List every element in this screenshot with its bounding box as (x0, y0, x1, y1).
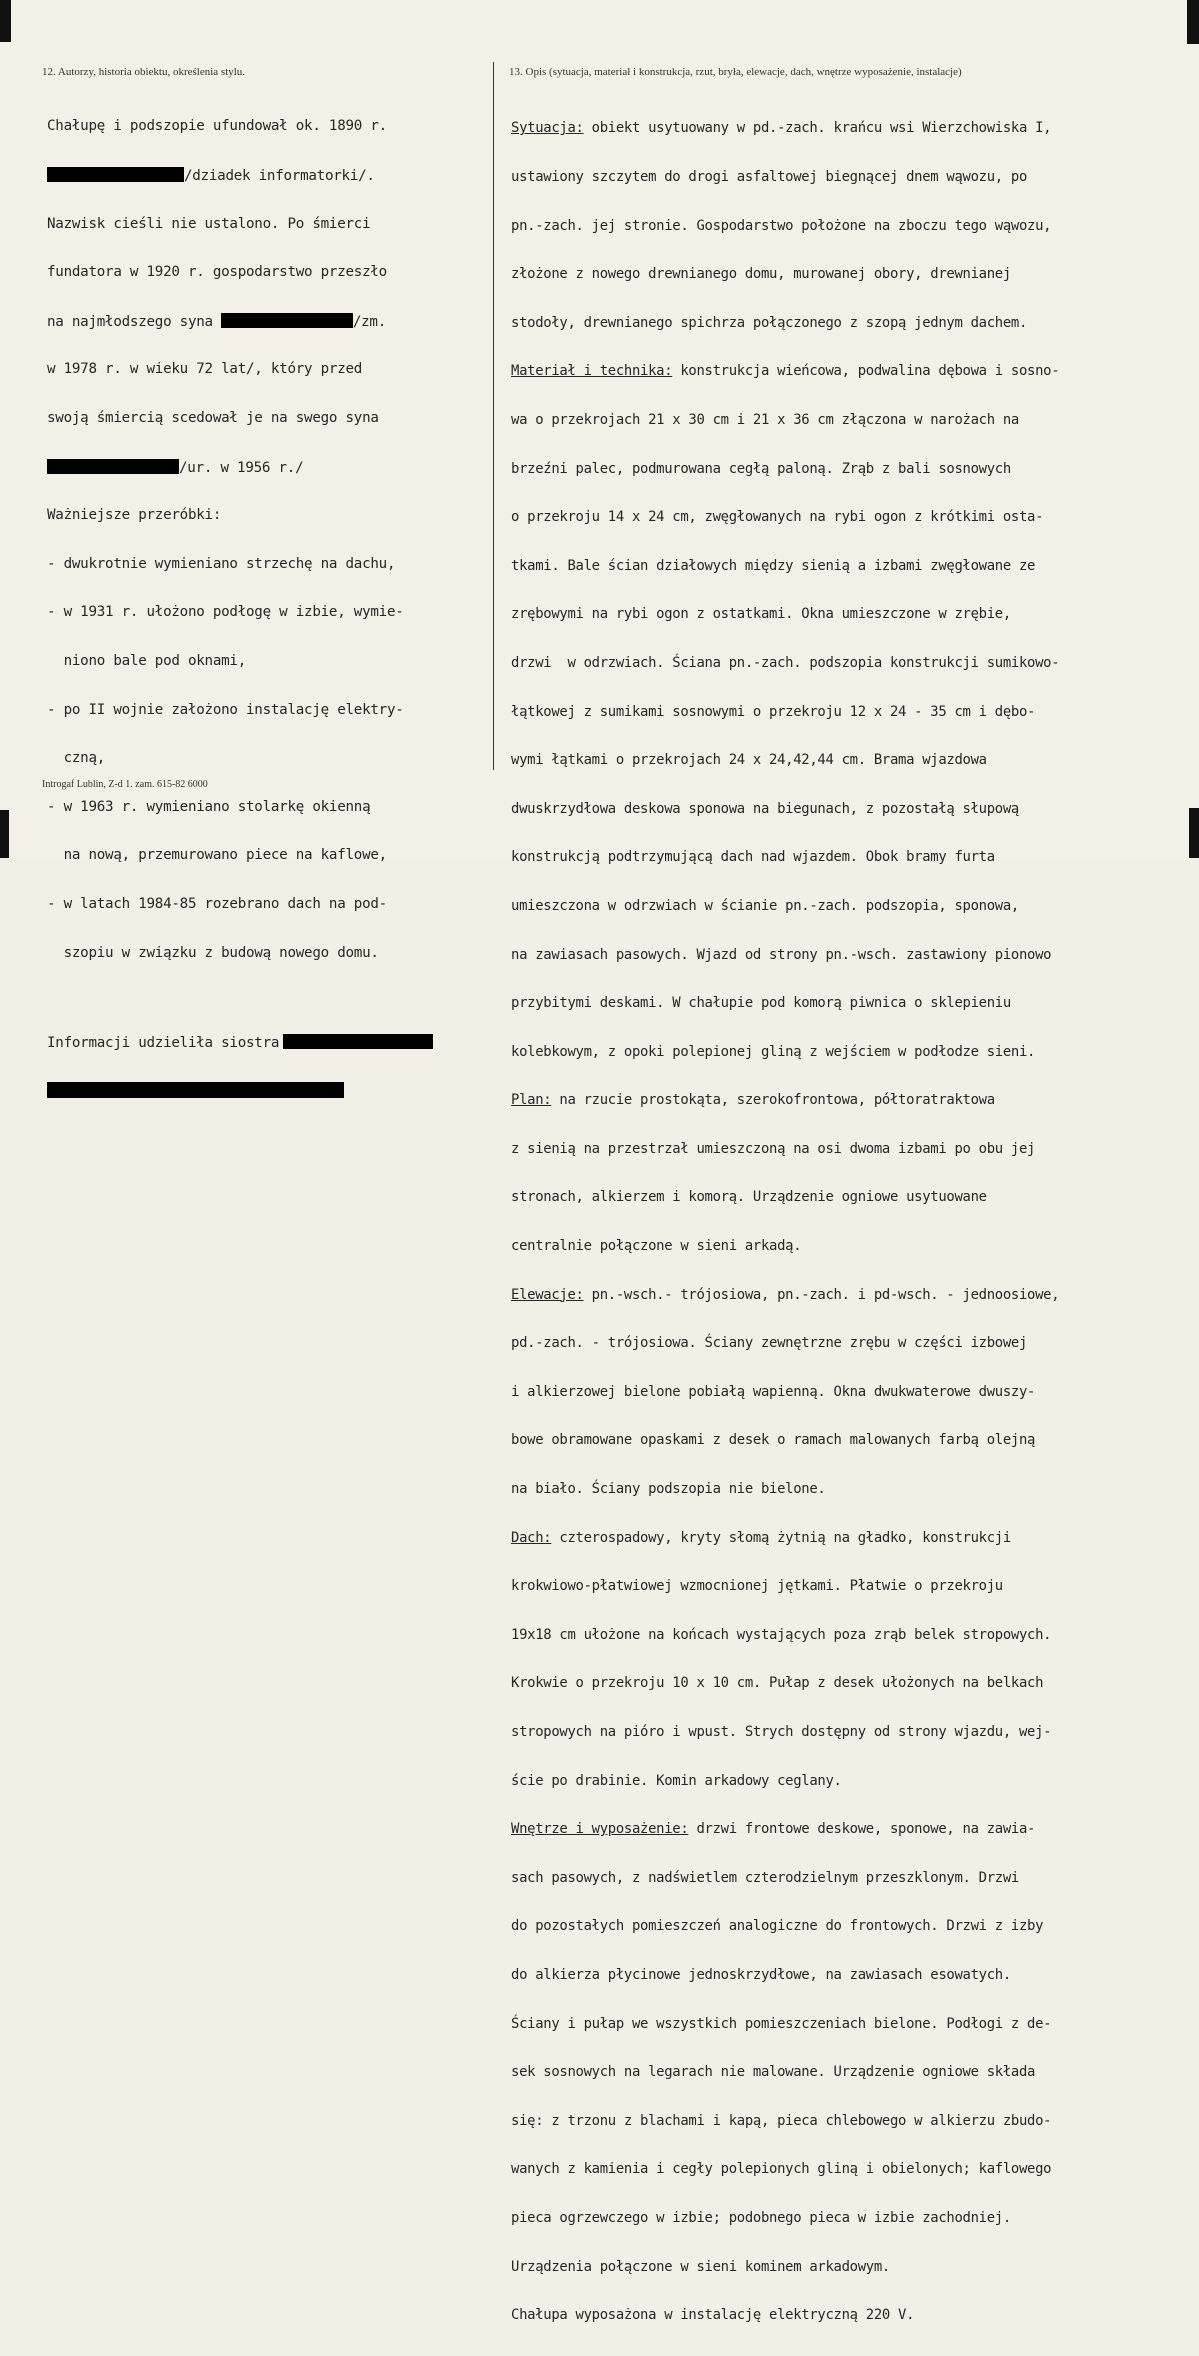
scan-corner-top-left (0, 0, 11, 42)
history-column (47, 86, 433, 1131)
description-line: brzeźni palec, podmurowana cegłą paloną. Zrąb z bali sosnowych (511, 460, 1011, 477)
description-line: Elewacje: pn.-wsch.- trójosiowa, pn.-zach. i pd-wsch. - jednoosiowe, (511, 1286, 1060, 1303)
description-line: sach pasowych, z nadświetlem czterodzielnym przeszklonym. Drzwi (511, 1869, 1019, 1886)
history-line: Ważniejsze przeróbki: (47, 507, 222, 524)
description-line: Krokwie o przekroju 10 x 10 cm. Pułap z desek ułożonych na belkach (511, 1675, 1044, 1692)
history-line: Nazwisk cieśli nie ustalono. Po śmierci (47, 215, 371, 232)
history-line: szopiu w związku z budową nowego domu. (47, 944, 379, 961)
description-line: sek sosnowych na legarach nie malowane. Urządzenie ogniowe składa (511, 2064, 1036, 2081)
history-line: - w 1963 r. wymieniano stolarkę okienną (47, 798, 371, 815)
description-column (511, 88, 1059, 2356)
description-line: się: z trzonu z blachami i kapą, pieca chlebowego w alkierzu zbudo- (511, 2112, 1052, 2129)
redaction-bar (283, 1034, 433, 1049)
spacer (47, 993, 433, 1001)
description-line: na zawiasach pasowych. Wjazd od strony pn.-wsch. zastawiony pionowo (511, 946, 1052, 963)
column-divider (493, 62, 494, 770)
description-line: dwuskrzydłowa deskowa sponowa na biegunach, z pozostałą słupową (511, 800, 1019, 817)
description-line: na biało. Ściany podszopia nie bielone. (511, 1481, 826, 1498)
description-line: zrębowymi na rybi ogon z ostatkami. Okna umieszczone w zrębie, (511, 606, 1011, 623)
redaction-bar (47, 167, 184, 182)
description-line: pieca ogrzewczego w izbie; podobnego pieca w izbie zachodniej. (511, 2209, 1011, 2226)
description-line: konstrukcją podtrzymującą dach nad wjazdem. Obok bramy furta (511, 849, 995, 866)
description-line: pn.-zach. jej stronie. Gospodarstwo położone na zboczu tego wąwozu, (511, 217, 1052, 234)
description-line: stronach, alkierzem i komorą. Urządzenie ogniowe usytuowane (511, 1189, 987, 1206)
description-line: Wnętrze i wyposażenie: drzwi frontowe deskowe, sponowe, na zawia- (511, 1821, 1036, 1838)
section-label-material: Materiał i technika: (511, 363, 673, 380)
section-12-header: 12. Autorzy, historia obiektu, określenia stylu. (42, 66, 246, 78)
history-line: niono bale pod oknami, (47, 652, 246, 669)
history-line: /dziadek informatorki/. (47, 167, 433, 183)
description-line: wymi łątkami o przekrojach 24 x 24,42,44 cm. Brama wjazdowa (511, 752, 987, 769)
history-line: Chałupę i podszopie ufundował ok. 1890 r. (47, 118, 387, 135)
description-line: stropowych na pióro i wpust. Strych dostępny od strony wjazdu, wej- (511, 1724, 1052, 1740)
description-line: pd.-zach. - trójosiowa. Ściany zewnętrzne zrębu w części izbowej (511, 1335, 1028, 1352)
history-line: - dwukrotnie wymieniano strzechę na dachu, (47, 555, 396, 572)
history-line: fundatora w 1920 r. gospodarstwo przeszło (47, 264, 387, 281)
section-label-roof: Dach: (511, 1529, 552, 1546)
description-line: wa o przekrojach 21 x 30 cm i 21 x 36 cm złączona w narożach na (511, 411, 1019, 428)
history-line: swoją śmiercią scedował je na swego syna (47, 409, 379, 426)
description-line: Urządzenia połączone w sieni kominem arkadowym. (511, 2258, 890, 2275)
section-label-plan: Plan: (511, 1092, 552, 1109)
redaction-bar (47, 459, 179, 474)
description-line: stodoły, drewnianego spichrza połączonego z szopą jednym dachem. (511, 314, 1028, 331)
history-line: - w latach 1984-85 rozebrano dach na pod- (47, 895, 387, 912)
scan-corner-top-right (1187, 0, 1199, 44)
description-line: tkami. Bale ścian działowych między sienią a izbami zwęgłowane ze (511, 557, 1036, 574)
description-line: ście po drabinie. Komin arkadowy ceglany. (511, 1772, 842, 1789)
section-label-situation: Sytuacja: (511, 120, 584, 137)
history-line (47, 1082, 433, 1098)
history-line: na nową, przemurowano piece na kaflowe, (47, 847, 387, 864)
section-label-interior: Wnętrze i wyposażenie: (511, 1821, 689, 1838)
redaction-bar (47, 1082, 344, 1098)
scan-corner-bottom-right (1189, 808, 1199, 858)
history-line: na najmłodszego syna /zm. (47, 313, 387, 330)
description-line: złożone z nowego drewnianego domu, murowanej obory, drewnianej (511, 266, 1011, 283)
description-line: 19x18 cm ułożone na końcach wystających poza zrąb belek stropowych. (511, 1626, 1052, 1643)
scan-corner-bottom-left (0, 810, 9, 858)
section-13-header: 13. Opis (sytuacja, materiał i konstrukcja, rzut, bryła, elewacje, dach, wnętrze wyposażenie, instalacje) (509, 66, 962, 78)
description-line: przybitymi deskami. W chałupie pod komorą piwnica o sklepieniu (511, 995, 1011, 1012)
description-line: łątkowej z sumikami sosnowymi o przekroju 12 x 24 - 35 cm i dębo- (511, 703, 1036, 720)
history-line: - po II wojnie założono instalację elektry- (47, 701, 404, 718)
description-line: umieszczona w odrzwiach w ścianie pn.-zach. podszopia, sponowa, (511, 897, 1019, 914)
description-line: Sytuacja: obiekt usytuowany w pd.-zach. krańcu wsi Wierzchowiska I, (511, 120, 1052, 137)
description-line: do alkierza płycinowe jednoskrzydłowe, na zawiasach esowatych. (511, 1966, 1011, 1983)
description-line: do pozostałych pomieszczeń analogiczne do frontowych. Drzwi z izby (511, 1918, 1044, 1935)
description-line: Chałupa wyposażona w instalację elektryczną 220 V. (511, 2307, 915, 2324)
description-line: i alkierzowej bielone pobiałą wapienną. Okna dwukwaterowe dwuszy- (511, 1383, 1036, 1400)
description-line: wanych z kamienia i cegły polepionych gliną i obielonych; kaflowego (511, 2161, 1052, 2178)
history-line: /ur. w 1956 r./ (47, 459, 433, 475)
description-line: krokwiowo-płatwiowej wzmocnionej jętkami. Płatwie o przekroju (511, 1578, 1003, 1595)
description-line: Materiał i technika: konstrukcja wieńcowa, podwalina dębowa i sosno- (511, 363, 1060, 380)
history-line: Informacji udzieliła siostra (47, 1034, 433, 1050)
description-line: Plan: na rzucie prostokąta, szerokofrontowa, półtoratraktowa (511, 1092, 995, 1109)
history-line: czną, (47, 750, 106, 767)
redaction-bar (221, 313, 353, 328)
printer-footer: Introgaf Lublin, Z-d 1. zam. 615-82 6000 (42, 779, 208, 790)
description-line: Dach: czterospadowy, kryty słomą żytnią na gładko, konstrukcji (511, 1529, 1011, 1546)
history-line: - w 1931 r. ułożono podłogę w izbie, wymie- (47, 604, 404, 621)
description-line: centralnie połączone w sieni arkadą. (511, 1238, 802, 1255)
description-line: drzwi w odrzwiach. Ściana pn.-zach. podszopia konstrukcji sumikowo- (511, 654, 1060, 671)
history-line: w 1978 r. w wieku 72 lat/, który przed (47, 361, 363, 378)
description-line: o przekroju 14 x 24 cm, zwęgłowanych na rybi ogon z krótkimi osta- (511, 509, 1044, 526)
section-label-elevations: Elewacje: (511, 1286, 584, 1303)
description-line: ustawiony szczytem do drogi asfaltowej biegnącej dnem wąwozu, po (511, 169, 1028, 185)
description-line: z sienią na przestrzał umieszczoną na osi dwoma izbami po obu jej (511, 1140, 1036, 1157)
description-line: Ściany i pułap we wszystkich pomieszczeniach bielone. Podłogi z de- (511, 2015, 1052, 2032)
description-line: bowe obramowane opaskami z desek o ramach malowanych farbą olejną (511, 1432, 1036, 1449)
description-line: kolebkowym, z opoki polepionej gliną z wejściem w podłodze sieni. (511, 1043, 1036, 1060)
